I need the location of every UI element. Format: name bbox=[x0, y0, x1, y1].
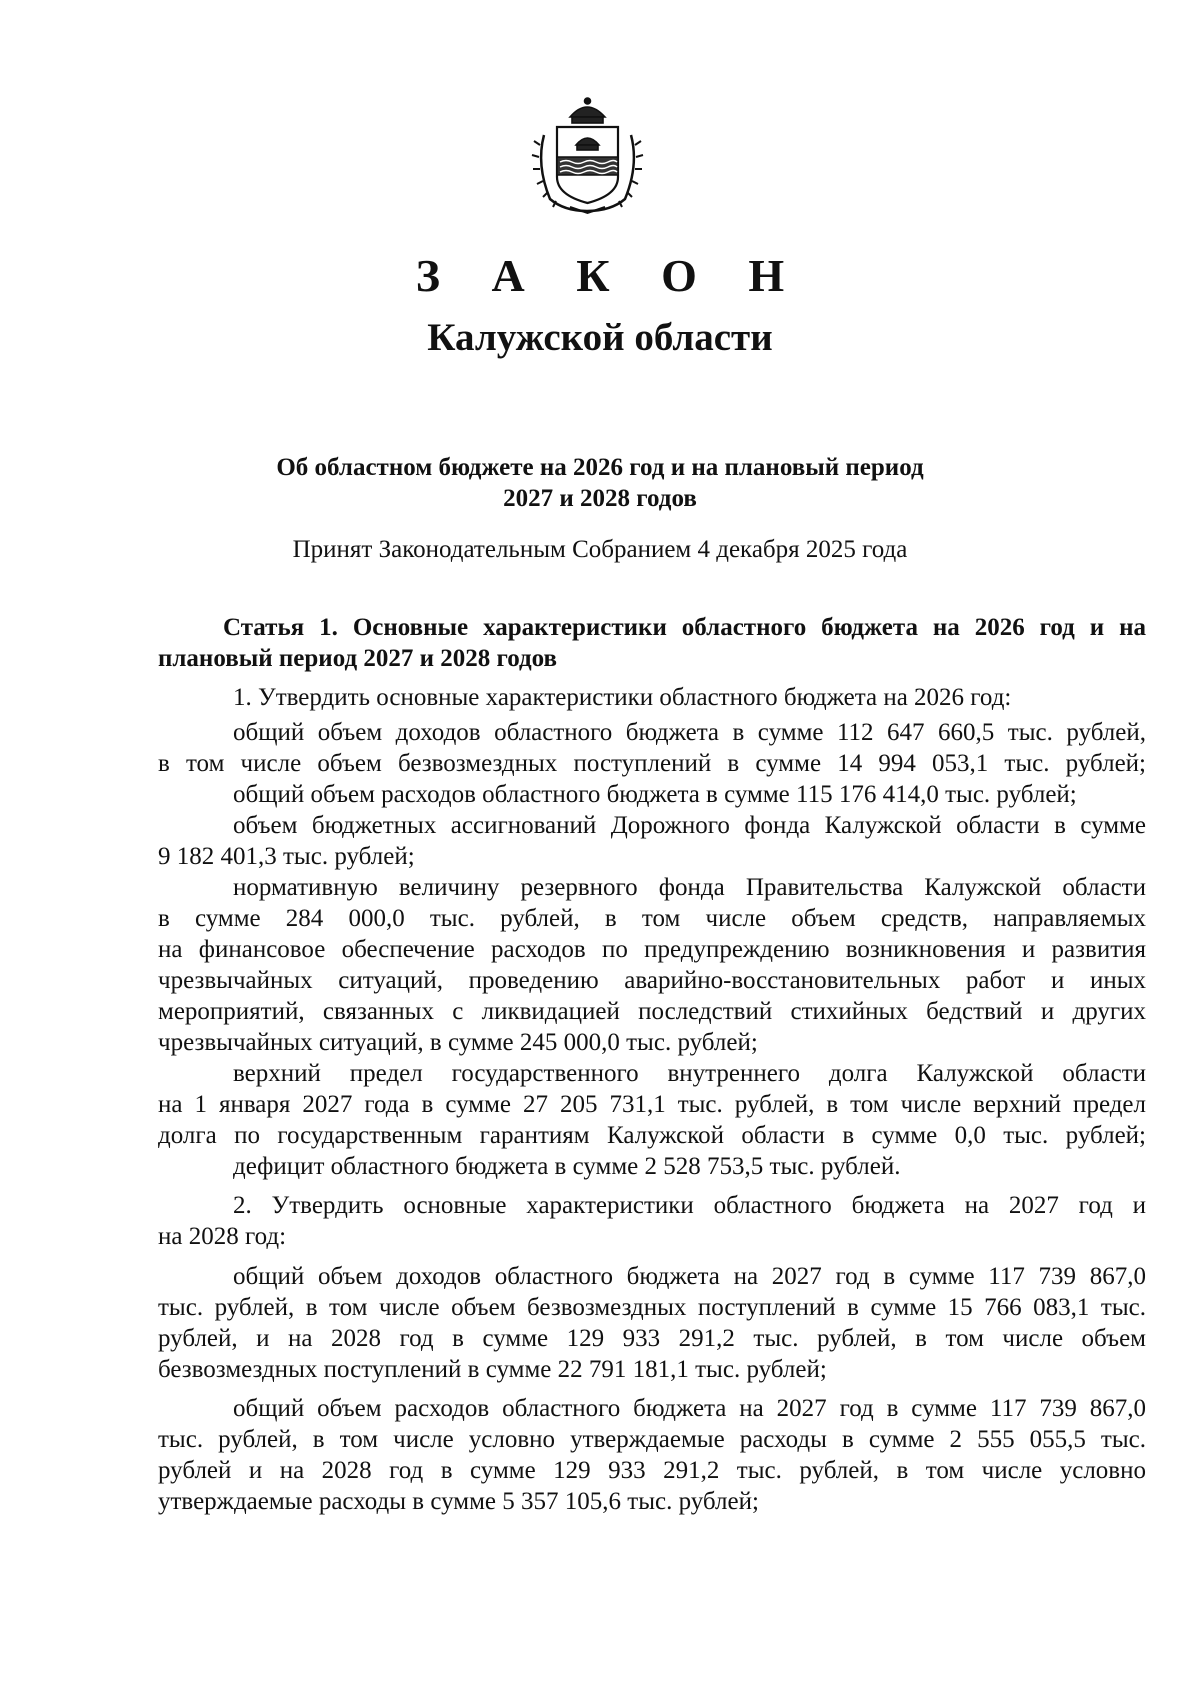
paragraph-line: 1. Утвердить основные характеристики областного бюджета на 2026 год: bbox=[233, 684, 1012, 711]
paragraph-line: чрезвычайных ситуаций, проведению аварийно-восстановительных работ и иных bbox=[158, 967, 1146, 994]
law-title: З А К О Н bbox=[415, 250, 805, 301]
paragraph-line: чрезвычайных ситуаций, в сумме 245 000,0 тыс. рублей; bbox=[158, 1029, 758, 1056]
paragraph-line: утверждаемые расходы в сумме 5 357 105,6 тыс. рублей; bbox=[158, 1488, 759, 1515]
kaluga-oblast-coat-of-arms-icon bbox=[530, 95, 645, 215]
paragraph-line: объем бюджетных ассигнований Дорожного фонда Калужской области в сумме bbox=[233, 812, 1146, 839]
paragraph-line: долга по государственным гарантиям Калужской области в сумме 0,0 тыс. рублей; bbox=[158, 1122, 1146, 1149]
adoption-note: Принят Законодательным Собранием 4 декабря 2025 года bbox=[292, 536, 908, 563]
paragraph-line: в том числе объем безвозмездных поступлений в сумме 14 994 053,1 тыс. рублей; bbox=[158, 750, 1146, 777]
paragraph-line: рублей, и на 2028 год в сумме 129 933 291,2 тыс. рублей, в том числе объем bbox=[158, 1325, 1146, 1352]
paragraph-line: общий объем расходов областного бюджета в сумме 115 176 414,0 тыс. рублей; bbox=[233, 781, 1077, 808]
paragraph-line: безвозмездных поступлений в сумме 22 791 181,1 тыс. рублей; bbox=[158, 1356, 827, 1383]
law-name-line-1: Об областном бюджете на 2026 год и на плановый период bbox=[276, 454, 924, 481]
law-name-line-2: 2027 и 2028 годов bbox=[503, 485, 697, 512]
paragraph-line: на финансовое обеспечение расходов по предупреждению возникновения и развития bbox=[158, 936, 1146, 963]
paragraph-line: 9 182 401,3 тыс. рублей; bbox=[158, 843, 415, 870]
region-title: Калужской области bbox=[427, 316, 773, 359]
paragraph-line: общий объем расходов областного бюджета на 2027 год в сумме 117 739 867,0 bbox=[233, 1395, 1146, 1422]
paragraph-line: 2. Утвердить основные характеристики областного бюджета на 2027 год и bbox=[233, 1192, 1146, 1219]
paragraph-line: тыс. рублей, в том числе объем безвозмездных поступлений в сумме 15 766 083,1 тыс. bbox=[158, 1294, 1146, 1321]
paragraph-line: мероприятий, связанных с ликвидацией последствий стихийных бедствий и других bbox=[158, 998, 1146, 1025]
paragraph-line: общий объем доходов областного бюджета на 2027 год в сумме 117 739 867,0 bbox=[233, 1263, 1146, 1290]
article-heading-line-2: плановый период 2027 и 2028 годов bbox=[158, 645, 558, 672]
paragraph-line: на 2028 год: bbox=[158, 1223, 287, 1250]
paragraph-line: на 1 января 2027 года в сумме 27 205 731,1 тыс. рублей, в том числе верхний предел bbox=[158, 1091, 1146, 1118]
article-heading-line-1: Статья 1. Основные характеристики областного бюджета на 2026 год и на bbox=[223, 614, 1146, 641]
paragraph-line: общий объем доходов областного бюджета в сумме 112 647 660,5 тыс. рублей, bbox=[233, 719, 1146, 746]
paragraph-line: нормативную величину резервного фонда Правительства Калужской области bbox=[233, 874, 1146, 901]
paragraph-line: рублей и на 2028 год в сумме 129 933 291,2 тыс. рублей, в том числе условно bbox=[158, 1457, 1146, 1484]
paragraph-line: в сумме 284 000,0 тыс. рублей, в том числе объем средств, направляемых bbox=[158, 905, 1146, 932]
paragraph-line: дефицит областного бюджета в сумме 2 528 753,5 тыс. рублей. bbox=[233, 1153, 901, 1180]
paragraph-line: тыс. рублей, в том числе условно утверждаемые расходы в сумме 2 555 055,5 тыс. bbox=[158, 1426, 1146, 1453]
paragraph-line: верхний предел государственного внутреннего долга Калужской области bbox=[233, 1060, 1146, 1087]
